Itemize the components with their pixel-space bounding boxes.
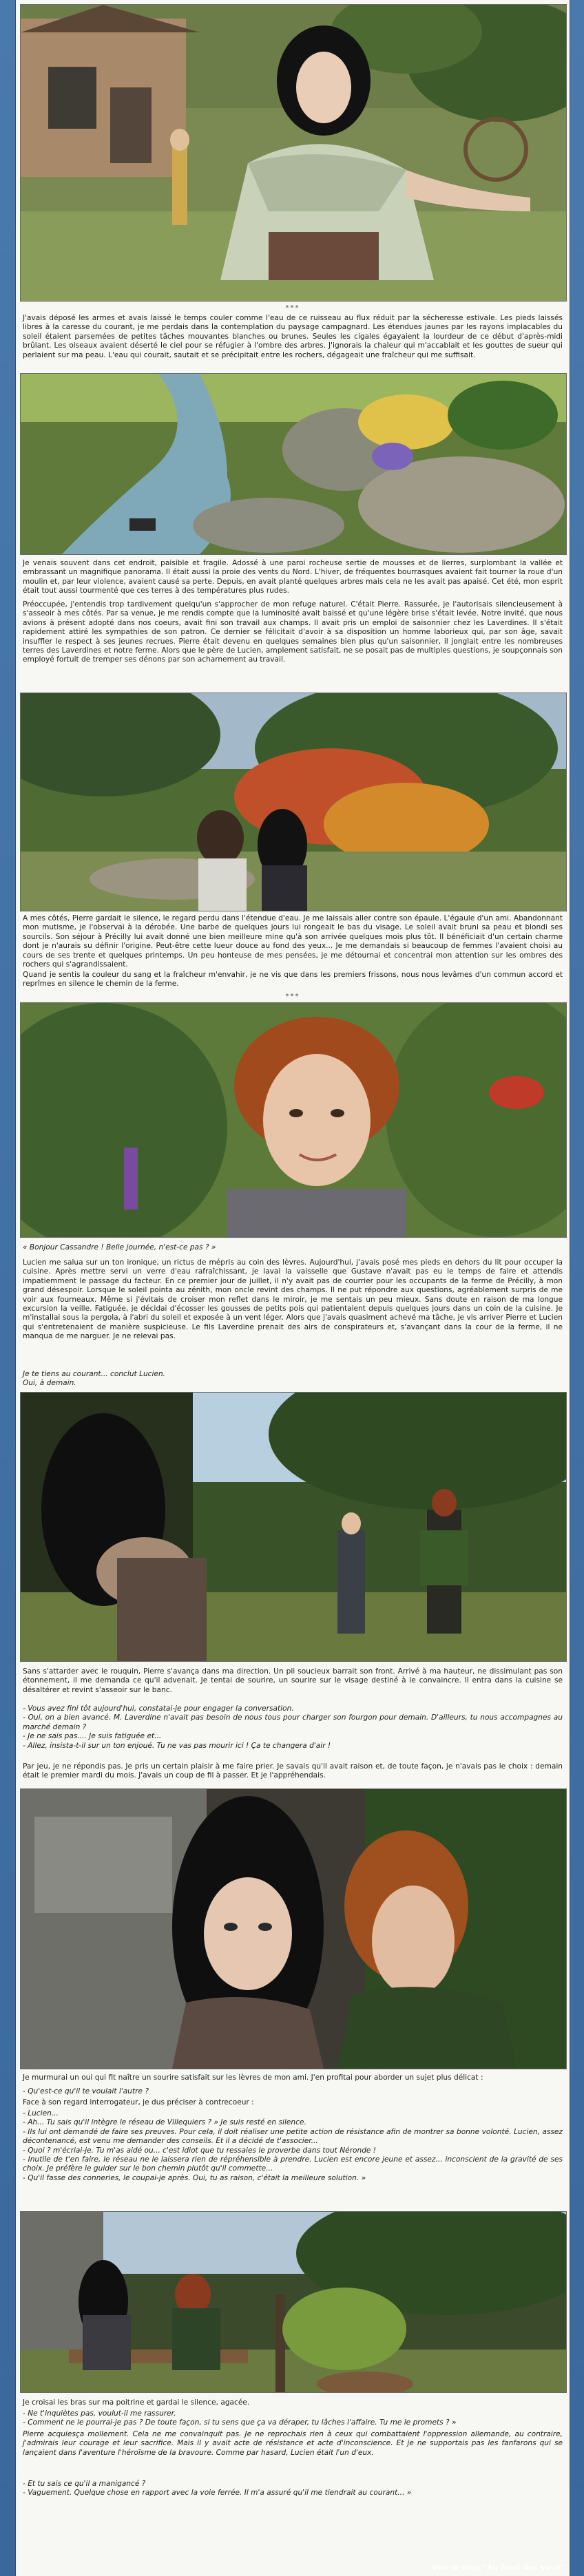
paragraph-10: Face à son regard interrogateur, je dus préciser à contrecoeur :: [23, 2098, 254, 2107]
separator: ***: [285, 993, 300, 1000]
dialogue-6: - Et tu sais ce qu'il a manigancé ? - Vaguement. Quelque chose en rapport avec la voie ferrée. Il m'a assuré qu'il me tiendrait au courant... »: [23, 2480, 412, 2498]
paragraph-6: Lucien me salua sur un ton ironique, un rictus de mépris au coin des lèvres. Aujourd'hui, j'avais posé mes pieds en dehors du lit pour occuper la cuisine. Après mettre servi un verre d'eau rafraîchissant, je lavai la vaisselle que Gustave n'avait pas eu le temps de faire et attendis impatiemment le passage du facteur. En ce premier jour de juillet, il n'y avait pas de courrier pour les occupants de la ferme de Précilly, à mon grand désespoir. Lorsque le soleil pointa au zénith, mon oncle revint des champs. Il ne put répondre aux questions, agréablement surpris de me voir aux fourneaux. Même si j'évitais de croiser mon reflet dans le miroir, je me sentais un peu mieux. Sans doute en raison de ma longue excursion la veille. Fatiguée, je décidai d'écosser les gousses de petits pois qui patientaient depuis quelques jours dans un coin de la cuisine. Je m'installai sous la pergola, à l'abri du soleil et exposée à un vent léger. Alors que j'avais quasiment achevé ma tâche, je vis arriver Pierre et Lucien qui s'entretenaient de manière suspicieuse. Le fils Laverdine prenait des airs de conspirateurs et, s'avançant dans la cour de la ferme, il ne manqua de me narguer. Je ne relevai pas.: [23, 1258, 563, 1341]
scene-image-pergola: [20, 1392, 567, 1662]
paragraph-2: Je venais souvent dans cet endroit, paisible et fragile. Adossé à une paroi rocheuse sertie de mousses et de lierres, surplombant la vallée et embrassant un magnifique panorama. Il était aussi la proie des vents du Nord. L'hiver, de fréquentes bourrasques avaient fait tourner la roue d'un moulin et, par leur violence, avaient causé sa perte. Depuis, en avait planté quelques arbres mais cela ne les avait pas apaisé. Cet été, mon esprit était tout aussi tourmenté que ces terres à des températures plus rudes.: [23, 559, 563, 595]
paragraph-5: Quand je sentis la couleur du sang et la fraîcheur m'envahir, je ne vis que dans les premiers frissons, nous nous levâmes d'un commun accord et reprîmes en silence le chemin de la ferme.: [23, 971, 563, 989]
paragraph-11: Je croisai les bras sur ma poitrine et gardai le silence, agacée.: [23, 2398, 250, 2407]
story-column: [15, 0, 570, 2576]
quote-1: « Bonjour Cassandre ! Belle journée, n'est-ce pas ? »: [23, 1243, 216, 1252]
paragraph-1: J'avais déposé les armes et avais laissé le temps couler comme l'eau de ce ruisseau au flux réduit par la sécheresse estivale. Les pieds laissés libres à la caresse du courant, je me perdais dans la contemplation du paysage campagnard. Les étendues jaunes par les rayons implacables du soleil étaient parsemées de petites tâches mouvantes blanches ou brunes. Seules les cigales égayaient la lourdeur de ce début d'après-midi brûlant. Les oiseaux avaient déserté le ciel pour se réfugier à l'ombre des arbres. J'ignorais la chaleur qui m'accablait et les gouttes de sueur qui perlaient sur ma peau. L'eau qui courait, sautait et se précipitait entre les rochers, dégageait une fraîcheur qui me suffisait.: [23, 314, 563, 359]
scene-image-garden-woman: [20, 4, 567, 302]
dialogue-2: - Vous avez fini tôt aujourd'hui, constatai-je pour engager la conversation. - Oui, on a bien avancé. M. Laverdine n'avait pas besoin de nous tous pour charger son fourgon pour demain. D'ailleurs, tu nous accompagnes au marché demain ? - Je ne sais pas.... Je suis fatiguée et... - Allez, insista-t-il sur un ton enjoué. Tu ne vas pas mourir ici ! Ça te changera d'air !: [23, 1704, 563, 1750]
scene-image-stream: [20, 373, 567, 555]
paragraph-3: Préoccupée, j'entendis trop tardivement quelqu'un s'approcher de mon refuge naturel. C'était Pierre. Rassurée, je l'autorisais silencieusement à s'asseoir à mes côtés. Par sa venue, je me rendis compte que la luminosité avait baissé et qu'une légère brise s'était levée. Notre invité, que nous avions à présent adopté dans nos coeurs, avait fini son travail aux champs. Il avait pris un emploi de saisonnier chez les Laverdines. Il s'était rapidement attiré les sympathies de son patron. Ce dernier se félicitait d'avoir à sa disposition un homme laborieux qui, par son âge, savait insuffler le respect à ses jeunes recrues. Pierre était devenu en quelques semaines bien plus qu'un saisonnier, il jonglait entre les nombreuses terres des Laverdines et notre ferme. Alors que le père de Lucien, amplement satisfait, ne se posait pas de multiples questions, je soupçonnais son employé fortuit de tremper ses dénons par son acharnement au travail.: [23, 600, 563, 664]
blog-link[interactable]: Voir le blog "Au fond des yeux": [431, 2563, 565, 2572]
dialogue-3: - Qu'est-ce qu'il te voulait l'autre ?: [23, 2087, 149, 2095]
scene-image-conversation-closeup: [20, 1788, 567, 2069]
paragraph-8: Par jeu, je ne répondis pas. Je pris un certain plaisir à me faire prier. Je savais qu'il avait raison et, de toute façon, je n'avais pas le choix : demain était le premier mardi du mois. J'avais un coup de fil à passer. Et je l'appréhendais.: [23, 1762, 563, 1780]
dialogue-4: - Lucien... - Ah... Tu sais qu'il intègre le réseau de Villequiers ? » Je suis resté en silence. - Ils lui ont demandé de faire ses preuves. Pour cela, il doit réaliser une petite action de résistance afin de montrer sa bonne volonté. Lucien, assez décontenancé, est venu me demander des conseils. Et il a décidé de t'associer... - Quoi ? m'écriai-je. Tu m'as aidé ou... c'est idiot que tu ressaies le proverbe dans tout Néronde ! - Inutile de t'en faire, le réseau ne le laissera rien de répréhensible à prendre. Lucien est encore jeune et assez... inconscient de la gravité de ses choix. Je préfère le guider sur le bon chemin plutôt qu'il commette... - Qu'il fasse des conneries, le coupai-je après. Oui, tu as raison, c'était la meilleure solution. »: [23, 2109, 563, 2182]
separator: ***: [285, 304, 300, 312]
scene-image-lucien-closeup: [20, 1002, 567, 1238]
paragraph-7: Sans s'attarder avec le rouquin, Pierre s'avança dans ma direction. Un pli soucieux barrait son front. Arrivé à ma hauteur, ne dissimulant pas son étonnement, il me demanda ce qu'il advenait. Je tentai de sourire, un sourire sur le visage destiné à le convaincre. Il entra dans la cuisine se désaltérer et revint s'asseoir sur le banc.: [23, 1667, 563, 1694]
scene-image-two-sitting: [20, 693, 567, 911]
paragraph-4: A mes côtés, Pierre gardait le silence, le regard perdu dans l'étendue d'eau. Je me laissais aller contre son épaule. L'égaule d'un ami. Abandonnant mon mutisme, je l'observai à la dérobée. Une barbe de quelques jours lui rongeait le bas du visage. Le soleil avait bruni sa peau et blondi ses sourcils. Son séjour à Précilly lui avait donné une bien meilleure mine qu'à son arrivée quelques mois plus tôt. Il bénéficiait d'un certain charme dont je n'aurais su définir l'origine. Peut-être cette lueur douce au fond des yeux... Je me demandais si beaucoup de femmes l'avaient choisi au cours de ses trente et quelques printemps. Un peu honteuse de mes pensées, je me détournai et concentrai mon attention sur les ombres des rochers qui s'agrandissaient.: [23, 914, 563, 969]
paragraph-12: Pierre acquiesça mollement. Cela ne me convainquit pas. Je ne reprochais rien à ceux qui combattaient l'oppression allemande, au contraire, j'admirais leur courage et leur sacrifice. Mais il y avait acte de résistance et acte d'inconscience. Et je ne supportais pas les fanfarons qui se lançaient dans l'aventure l'héroïsme de la bravoure. Comme par hasard, Lucien était l'un d'eux.: [23, 2430, 563, 2457]
dialogue-5: - Ne t'inquiètes pas, voulut-il me rassurer. - Comment ne le pourrai-je pas ? De toute façon, si tu sens que ça va déraper, tu lâches l'affaire. Tu me le promets ? »: [23, 2409, 457, 2427]
paragraph-9: Je murmurai un oui qui fit naître un sourire satisfait sur les lèvres de mon ami. J'en profitai pour aborder un sujet plus délicat :: [23, 2073, 483, 2082]
scene-image-bench: [20, 2211, 567, 2393]
dialogue-1: Je te tiens au courant... conclut Lucien. Oui, à demain.: [23, 1370, 166, 1388]
